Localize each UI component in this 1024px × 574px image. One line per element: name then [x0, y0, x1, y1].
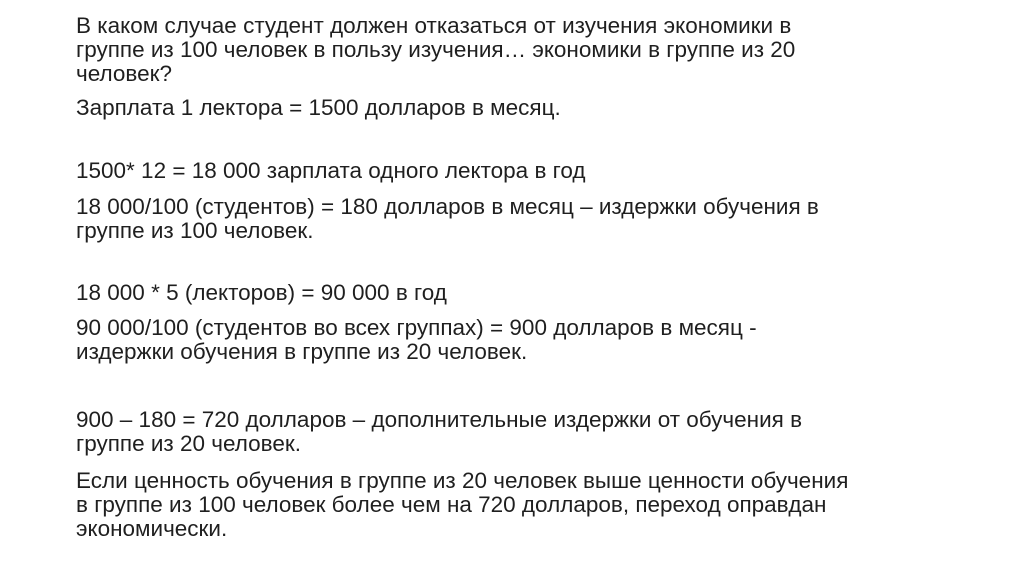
text-line: 18 000 * 5 (лекторов) = 90 000 в год [76, 280, 447, 305]
text-line: издержки обучения в группе из 20 человек. [76, 339, 528, 364]
text-line: Если ценность обучения в группе из 20 человек выше ценности обучения [76, 468, 849, 493]
text-line: человек? [76, 61, 172, 86]
text-line: группе из 20 человек. [76, 431, 301, 456]
additional-cost-paragraph [76, 408, 976, 456]
text-line: Зарплата 1 лектора = 1500 долларов в месяц. [76, 95, 561, 120]
text-line: в группе из 100 человек более чем на 720 долларов, переход оправдан [76, 492, 827, 517]
cost-100-paragraph [76, 195, 976, 243]
text-line: В каком случае студент должен отказаться от изучения экономики в [76, 13, 792, 38]
text-line: 18 000/100 (студентов) = 180 долларов в месяц – издержки обучения в [76, 194, 819, 219]
question-paragraph [76, 14, 976, 86]
text-line: экономически. [76, 516, 228, 541]
text-line: 90 000/100 (студентов во всех группах) = 900 долларов в месяц - [76, 315, 757, 340]
text-line: 1500* 12 = 18 000 зарплата одного лектора в год [76, 158, 586, 183]
text-line: группе из 100 человек. [76, 218, 314, 243]
text-line: группе из 100 человек в пользу изучения… экономики в группе из 20 [76, 37, 796, 62]
text-line: 900 – 180 = 720 долларов – дополнительные издержки от обучения в [76, 407, 803, 432]
annual-salary-paragraph [76, 159, 976, 183]
slide-body [76, 10, 976, 541]
lecturer-salary-paragraph [76, 96, 976, 120]
cost-20-paragraph [76, 316, 976, 364]
conclusion-paragraph [76, 469, 976, 541]
five-lecturers-paragraph [76, 281, 976, 305]
